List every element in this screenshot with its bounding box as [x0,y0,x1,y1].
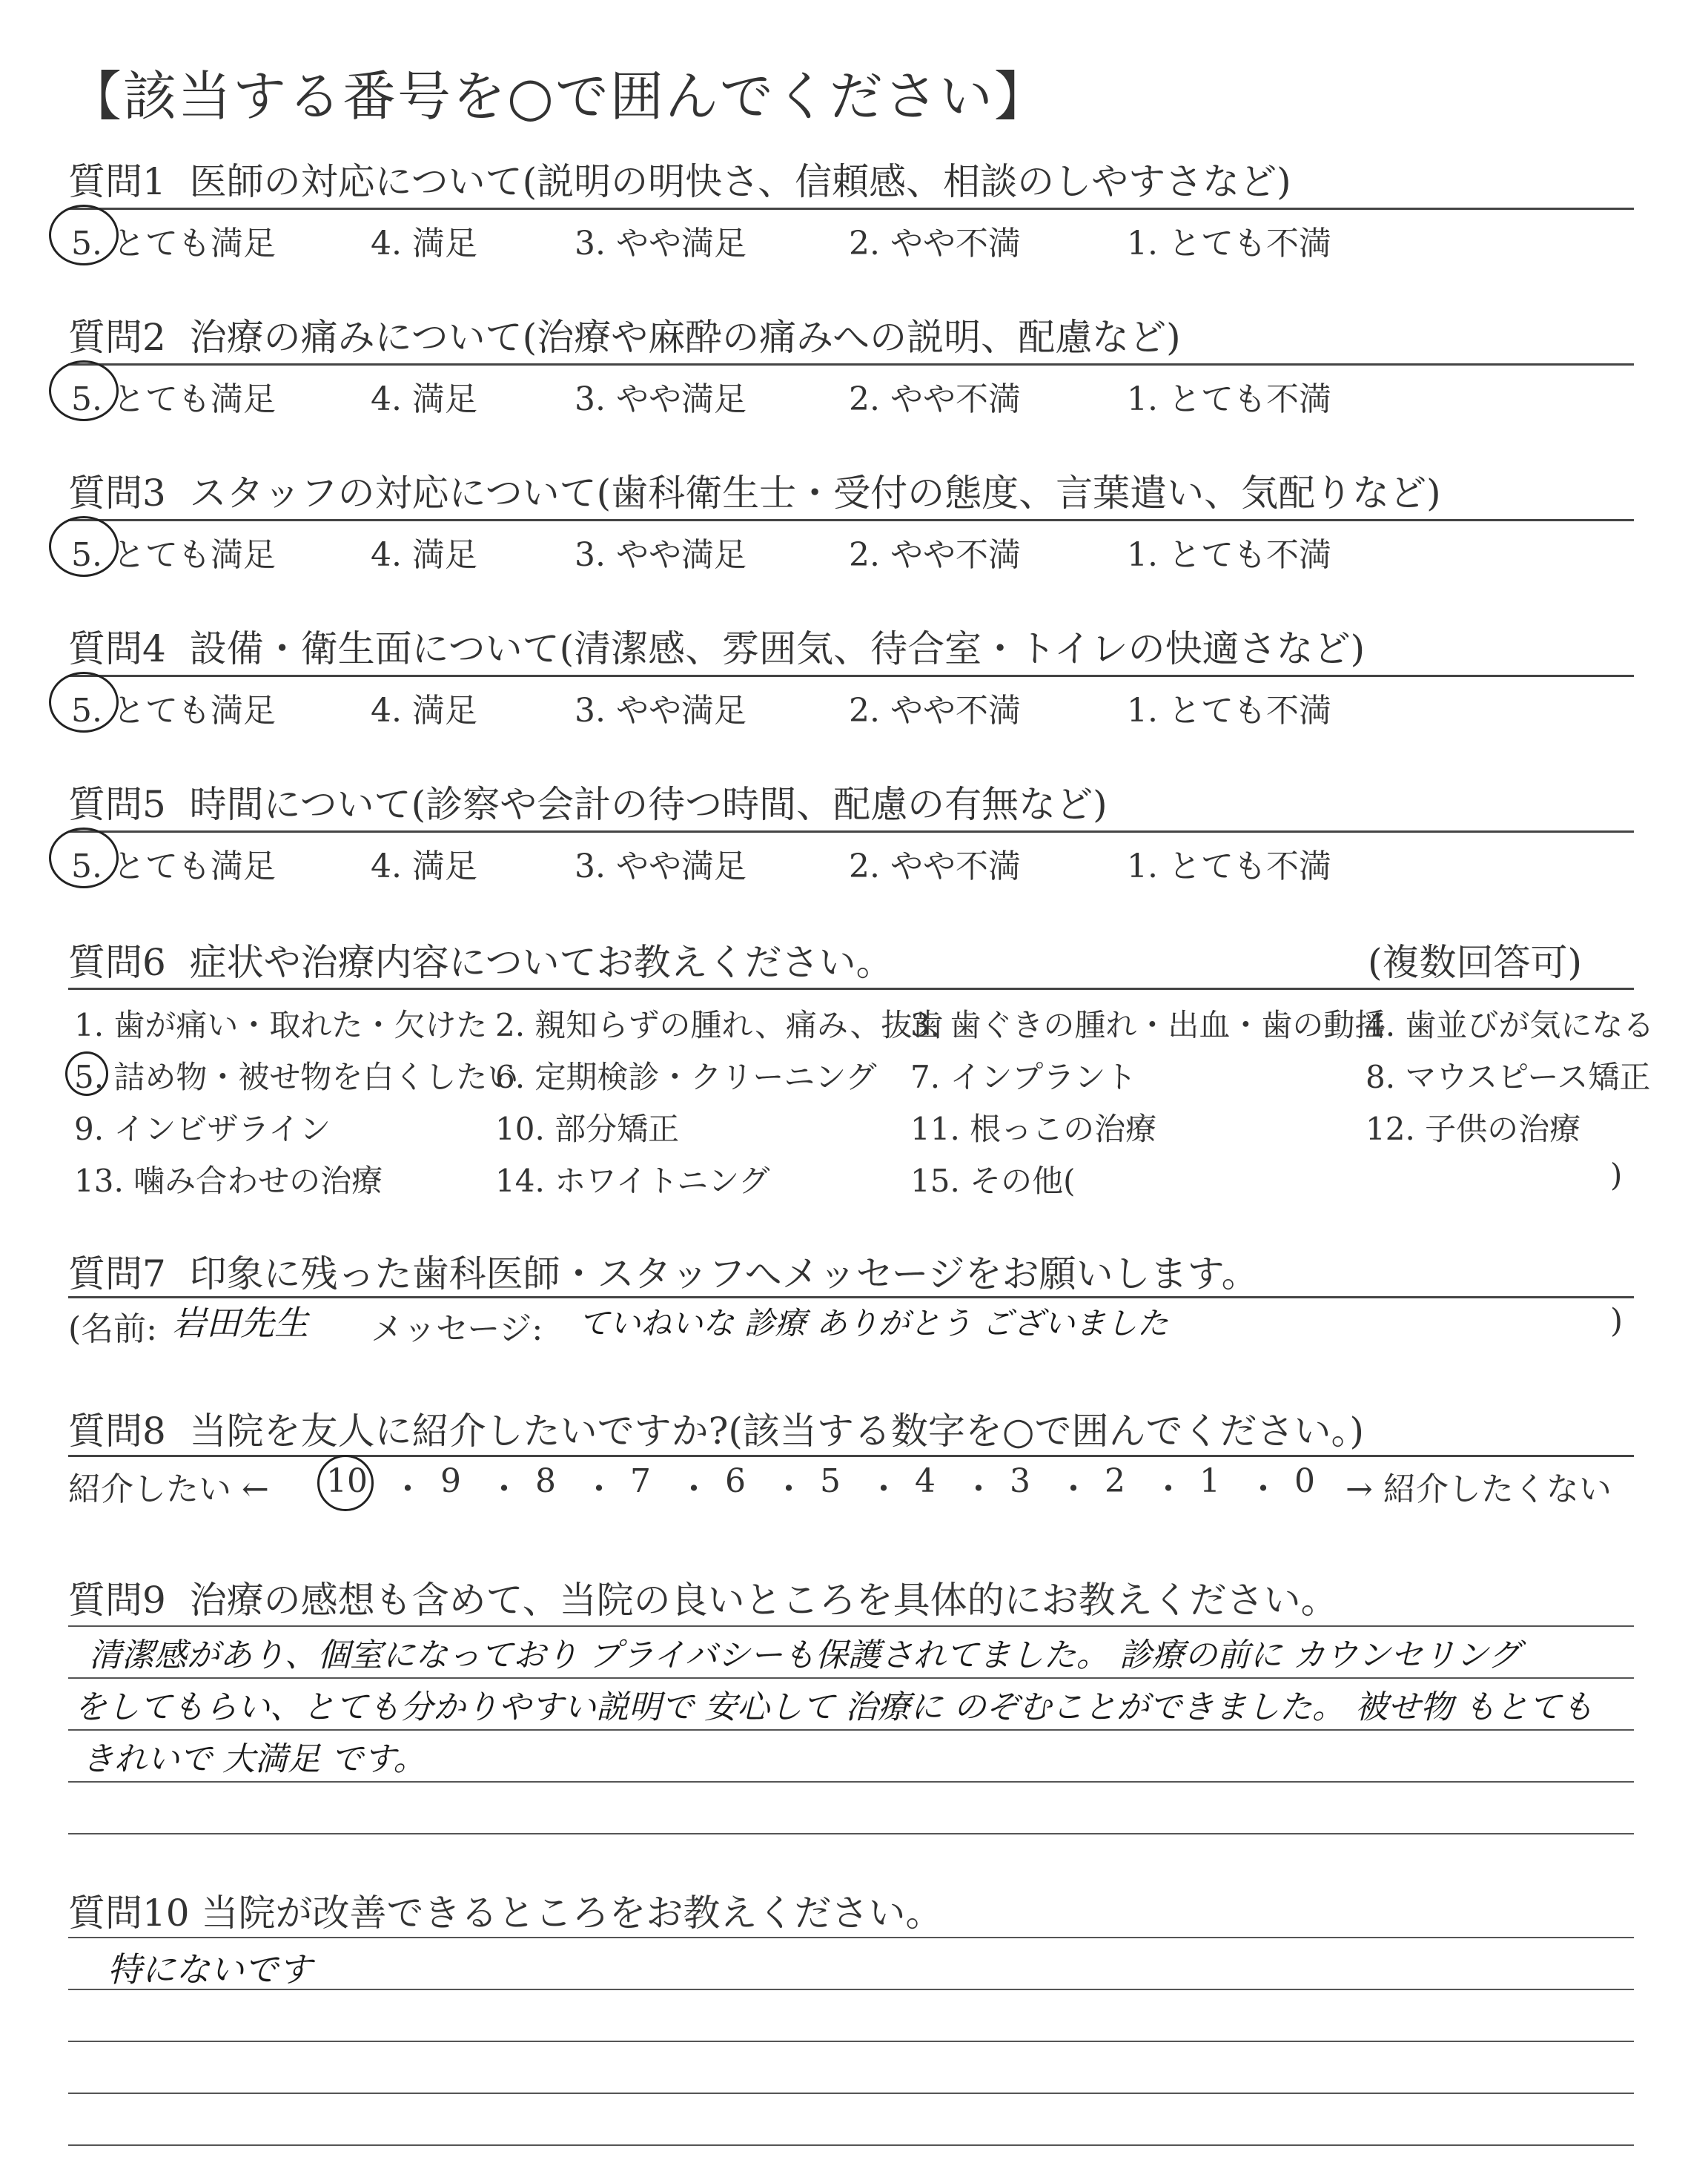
score-2[interactable]: 2 [1105,1462,1125,1500]
selection-circle [317,1455,374,1511]
q1-option-3[interactable]: 3. やや満足 [575,225,747,262]
q5-option-2[interactable]: 2. やや不満 [849,848,1021,885]
divider [68,830,1634,833]
question-7-label: 質問7 [68,1252,166,1295]
dot-separator: ・ [867,1470,900,1508]
q4-option-1[interactable]: 1. とても不満 [1127,692,1331,730]
question-3-label: 質問3 [68,472,166,515]
question-6-text: 症状や治療内容についてお教えください。 [189,941,893,984]
q3-option-5[interactable]: 5. とても満足 [71,536,276,574]
score-1[interactable]: 1 [1199,1462,1220,1500]
q6-option[interactable]: 10. 部分矯正 [495,1111,680,1147]
q6-option[interactable]: 8. マウスピース矯正 [1366,1059,1651,1095]
q6-option[interactable]: 1. 歯が痛い・取れた・欠けた [74,1007,488,1043]
q5-option-1[interactable]: 1. とても不満 [1127,848,1331,885]
q6-other-close: ) [1610,1157,1623,1193]
score-8[interactable]: 8 [535,1462,556,1500]
dot-separator: ・ [678,1470,710,1508]
selection-circle [49,360,119,421]
q1-option-1[interactable]: 1. とても不満 [1127,225,1331,262]
question-2 [68,308,1181,361]
divider [68,1455,1634,1457]
question-10-label: 質問10 [68,1892,190,1935]
q2-option-2[interactable]: 2. やや不満 [849,380,1021,418]
question-6 [68,933,893,986]
q3-option-3[interactable]: 3. やや満足 [575,536,747,574]
q5-option-4[interactable]: 4. 満足 [371,848,477,885]
dot-separator: ・ [772,1470,805,1508]
dot-separator: ・ [391,1470,424,1508]
q4-option-2[interactable]: 2. やや不満 [849,692,1021,730]
answer-line [68,1937,1634,1938]
q3-option-2[interactable]: 2. やや不満 [849,536,1021,574]
q6-option[interactable]: 9. インビザライン [74,1111,331,1147]
divider [68,675,1634,677]
q1-option-5[interactable]: 5. とても満足 [71,225,276,262]
score-6[interactable]: 6 [725,1462,746,1500]
q6-option[interactable]: 7. インプラント [910,1059,1137,1095]
answer-line [68,1625,1634,1627]
question-9-label: 質問9 [68,1579,166,1622]
answer-line [68,1833,1634,1834]
q3-option-1[interactable]: 1. とても不満 [1127,536,1331,574]
question-2-text: 治療の痛みについて(治療や麻酔の痛みへの説明、配慮など) [189,316,1181,359]
q2-option-5[interactable]: 5. とても満足 [71,380,276,418]
dot-separator: ・ [488,1470,520,1508]
message-close: ) [1610,1302,1623,1340]
question-8-text: 当院を友人に紹介したいですか?(該当する数字を○で囲んでください。) [189,1410,1365,1453]
selection-circle [49,516,119,577]
selection-circle [49,672,119,733]
question-2-label: 質問2 [68,316,166,359]
question-3 [68,463,1441,517]
question-5-label: 質問5 [68,783,166,826]
question-4-text: 設備・衛生面について(清潔感、雰囲気、待合室・トイレの快適さなど) [189,627,1366,670]
question-9-text: 治療の感想も含めて、当院の良いところを具体的にお教えください。 [189,1579,1338,1622]
answer-line [68,2041,1634,2042]
message-label: メッセージ: [371,1310,543,1348]
selection-circle [65,1051,108,1096]
score-4[interactable]: 4 [915,1462,936,1500]
q1-option-4[interactable]: 4. 満足 [371,225,477,262]
multiple-answers-note: (複数回答可) [1368,941,1583,984]
q1-option-2[interactable]: 2. やや不満 [849,225,1021,262]
question-3-text: スタッフの対応について(歯科衛生士・受付の態度、言葉遣い、気配りなど) [189,472,1441,515]
question-6-label: 質問6 [68,941,166,984]
q2-option-1[interactable]: 1. とても不満 [1127,380,1331,418]
q6-option[interactable]: 6. 定期検診・クリーニング [495,1059,877,1095]
question-1-label: 質問1 [68,160,166,203]
q2-option-3[interactable]: 3. やや満足 [575,380,747,418]
question-7 [68,1244,1259,1298]
q4-option-3[interactable]: 3. やや満足 [575,692,747,730]
dot-separator: ・ [1247,1470,1280,1508]
question-1-text: 医師の対応について(説明の明快さ、信頼感、相談のしやすさなど) [189,160,1291,203]
q6-option[interactable]: 13. 噛み合わせの治療 [74,1163,383,1199]
page-title: 【該当する番号を○で囲んでください】 [68,65,1049,128]
question-8-label: 質問8 [68,1410,166,1453]
divider [68,208,1634,210]
question-1 [68,152,1291,205]
q3-option-4[interactable]: 4. 満足 [371,536,477,574]
q5-option-3[interactable]: 3. やや満足 [575,848,747,885]
question-4-label: 質問4 [68,627,166,670]
q9-answer-line[interactable]: をしてもらい、とても分かりやすい説明で 安心して 治療に のぞむことができました。 被せ物 もとても [74,1688,1594,1726]
score-9[interactable]: 9 [440,1462,461,1500]
score-7[interactable]: 7 [630,1462,651,1500]
name-label: (名前: [68,1310,157,1348]
divider [68,519,1634,521]
q6-option[interactable]: 2. 親知らずの腫れ、痛み、抜歯 [495,1007,944,1043]
dot-separator: ・ [583,1470,615,1508]
dot-separator: ・ [1057,1470,1090,1508]
q6-option[interactable]: 15. その他( [910,1163,1076,1199]
q9-answer-line[interactable]: 清潔感があり、個室になっており プライバシーも保護されてました。 診療の前に カウンセリング [89,1636,1520,1674]
dot-separator: ・ [962,1470,995,1508]
question-10-text: 当院が改善できるところをお教えください。 [201,1892,943,1935]
question-10 [68,1883,943,1937]
answer-line [68,2093,1634,2094]
q6-option[interactable]: 11. 根っこの治療 [910,1111,1157,1147]
dot-separator: ・ [1152,1470,1185,1508]
score-0[interactable]: 0 [1294,1462,1315,1500]
name-value[interactable]: 岩田先生 [172,1303,308,1343]
score-3[interactable]: 3 [1010,1462,1030,1500]
message-value[interactable]: ていねいな 診療 ありがとう ございました [578,1305,1169,1341]
q9-answer-line[interactable]: きれいで 大満足 です。 [82,1740,426,1778]
q5-option-5[interactable]: 5. とても満足 [71,848,276,885]
answer-line [68,1677,1634,1679]
question-9 [68,1571,1338,1624]
question-5-text: 時間について(診察や会計の待つ時間、配慮の有無など) [189,783,1108,826]
question-5 [68,775,1108,828]
q6-option[interactable]: 14. ホワイトニング [495,1163,770,1199]
selection-circle [49,828,119,888]
question-7-text: 印象に残った歯科医師・スタッフへメッセージをお願いします。 [189,1252,1259,1295]
question-8 [68,1401,1364,1455]
divider [68,988,1634,990]
divider [68,363,1634,366]
answer-line [68,1781,1634,1783]
question-4 [68,619,1365,673]
q6-option[interactable]: 3. 歯ぐきの腫れ・出血・歯の動揺 [910,1007,1386,1043]
q4-option-4[interactable]: 4. 満足 [371,692,477,730]
q4-option-5[interactable]: 5. とても満足 [71,692,276,730]
q6-option[interactable]: 12. 子供の治療 [1366,1111,1581,1147]
q6-option[interactable]: 4. 歯並びが気になる [1366,1007,1655,1043]
selection-circle [49,205,119,265]
answer-line [68,2144,1634,2146]
q10-answer-line[interactable]: 特にないです [107,1949,312,1989]
recommend-no-label: → 紹介したくない [1345,1470,1612,1508]
answer-line [68,1729,1634,1731]
score-10[interactable]: 10 [326,1462,368,1500]
q2-option-4[interactable]: 4. 満足 [371,380,477,418]
score-5[interactable]: 5 [820,1462,841,1500]
recommend-yes-label: 紹介したい ← [68,1470,269,1508]
q6-option[interactable]: 5. 詰め物・被せ物を白くしたい [74,1059,519,1095]
